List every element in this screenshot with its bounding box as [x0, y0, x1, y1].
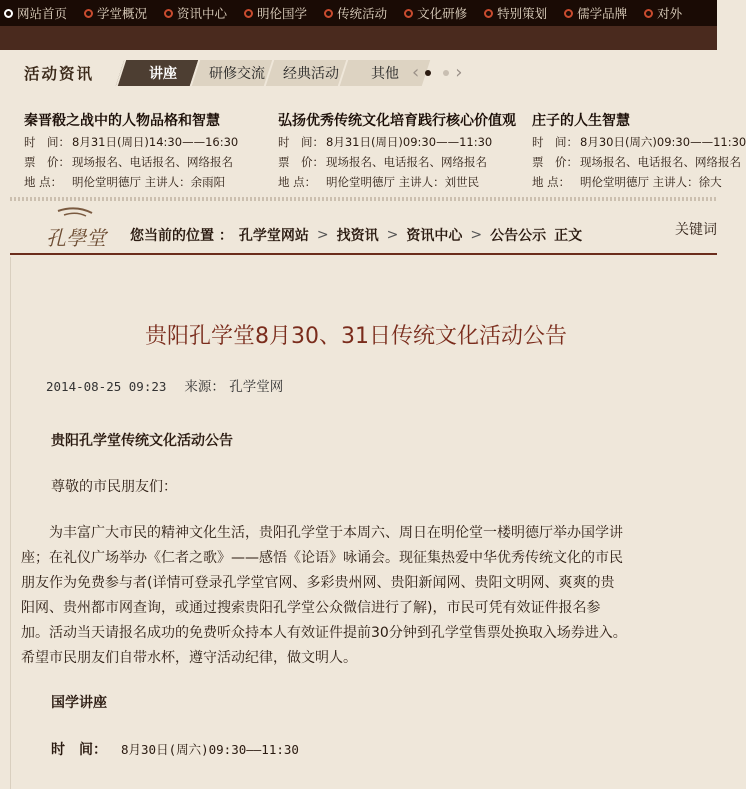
paragraph-line: 加。活动当天请报名成功的免费听众持本人有效证件提前30分钟到孔学堂售票处换取入场券进入。 [21, 625, 627, 641]
nav-item-label: 文化研修 [417, 6, 468, 21]
nav-item[interactable] [158, 4, 227, 22]
event-price: 现场报名、电话报名、网络报名 [580, 155, 741, 169]
tab-other[interactable]: 其他 [338, 60, 430, 86]
breadcrumb-link-news-center[interactable]: 资讯中心 [406, 228, 463, 244]
circle-bullet-icon [244, 9, 253, 18]
breadcrumb [130, 225, 582, 245]
event-time: 8月31日(周日)14:30——16:30 [72, 135, 239, 149]
event-title-link[interactable]: 庄子的人生智慧 [532, 113, 630, 129]
nav-item[interactable] [558, 4, 627, 22]
event-card [278, 110, 528, 192]
article-greeting: 尊敬的市民朋友们： [51, 479, 177, 495]
breadcrumb-prefix: 您当前的位置 ： [130, 228, 233, 244]
top-nav [0, 0, 717, 26]
circle-bullet-icon [484, 9, 493, 18]
carousel-dot[interactable] [443, 70, 449, 76]
chevron-right-icon: > [470, 227, 483, 243]
breadcrumb-link-home[interactable]: 孔学堂网站 [238, 228, 309, 244]
event-title-link[interactable]: 秦晋殽之战中的人物品格和智慧 [24, 113, 220, 129]
circle-bullet-icon [324, 9, 333, 18]
lecture-time-value: 8月30日(周六)09:30——11:30 [121, 742, 299, 757]
chevron-right-icon: > [386, 227, 399, 243]
activity-news-title: 活动资讯 [24, 65, 95, 83]
tab-lecture[interactable]: 讲座 [116, 60, 208, 86]
event-place: 明伦堂明德厅 主讲人：余雨阳 [72, 175, 226, 189]
paragraph-line: 为丰富广大市民的精神文化生活，贵阳孔学堂于本周六、周日在明伦堂一楼明德厅举办国学讲 [49, 525, 623, 541]
chevron-right-icon: > [316, 227, 329, 243]
event-place-label: 地 点： [24, 175, 63, 189]
carousel-nav [412, 64, 462, 82]
nav-item-label: 对外 [657, 6, 683, 21]
nav-item-label: 学堂概况 [97, 6, 148, 21]
breadcrumb-link-notices[interactable]: 公告公示 [490, 228, 547, 244]
lecture-time-row [51, 737, 687, 763]
circle-bullet-icon [84, 9, 93, 18]
event-time-label: 时 间： [278, 135, 324, 149]
section-heading: 国学讲座 [51, 695, 107, 711]
article-date: 2014-08-25 09:23 [46, 379, 167, 394]
event-time-label: 时 间： [24, 135, 70, 149]
event-place-label: 地 点： [532, 175, 571, 189]
nav-item-label: 传统活动 [337, 6, 388, 21]
nav-item[interactable] [318, 4, 387, 22]
nav-item[interactable] [478, 4, 547, 22]
event-price-label: 票 价： [532, 155, 578, 169]
breadcrumb-link-find-news[interactable]: 找资讯 [336, 228, 379, 244]
event-card [24, 110, 274, 192]
event-card [532, 110, 746, 192]
nav-item[interactable] [238, 4, 307, 22]
circle-bullet-icon [404, 9, 413, 18]
carousel-dot-active[interactable] [425, 70, 431, 76]
circle-bullet-icon [164, 9, 173, 18]
breadcrumb-current: 正文 [554, 228, 583, 244]
paragraph-line: 座；在礼仪广场举办《仁者之歌》——感悟《论语》咏诵会。现征集热爱中华优秀传统文化的市民 [21, 550, 623, 566]
article-title: 贵阳孔学堂8月30、31日传统文化活动公告 [145, 324, 567, 349]
event-title-link[interactable]: 弘扬优秀传统文化培育践行核心价值观 [278, 113, 516, 129]
nav-item-label: 明伦国学 [257, 6, 308, 21]
event-time: 8月30日(周六)09:30——11:30 [580, 135, 746, 149]
event-place: 明伦堂明德厅 主讲人：徐大 [580, 175, 722, 189]
event-price: 现场报名、电话报名、网络报名 [72, 155, 233, 169]
article-meta [46, 375, 283, 395]
article-source: 来源： 孔学堂网 [184, 379, 284, 395]
article-heading: 贵阳孔学堂传统文化活动公告 [51, 433, 233, 449]
event-place-label: 地 点： [278, 175, 317, 189]
news-tabs [120, 60, 416, 86]
circle-bullet-icon [564, 9, 573, 18]
article [10, 257, 717, 789]
article-paragraph [21, 521, 691, 671]
circle-bullet-icon [644, 9, 653, 18]
nav-item[interactable] [638, 4, 682, 22]
logo-text: 孔學堂 [46, 226, 106, 250]
breadcrumb-bar [10, 201, 717, 255]
event-price: 现场报名、电话报名、网络报名 [326, 155, 487, 169]
event-price-label: 票 价： [278, 155, 324, 169]
nav-item-label: 网站首页 [17, 6, 68, 21]
site-logo[interactable] [36, 207, 114, 253]
top-subbar [0, 26, 717, 50]
chevron-right-icon[interactable]: › [455, 62, 463, 83]
keyword-label: 关键词 [675, 222, 717, 238]
circle-bullet-icon [4, 9, 13, 18]
chevron-left-icon[interactable]: ‹ [412, 62, 420, 83]
event-time: 8月31日(周日)09:30——11:30 [326, 135, 493, 149]
event-time-label: 时 间： [532, 135, 578, 149]
nav-item[interactable] [78, 4, 147, 22]
activity-news-panel [0, 50, 746, 197]
paragraph-line: 阳网、贵州都市网查询，或通过搜索贵阳孔学堂公众微信进行了解)，市民可凭有效证件报名参 [21, 600, 601, 616]
nav-item[interactable] [398, 4, 467, 22]
event-place: 明伦堂明德厅 主讲人：刘世民 [326, 175, 480, 189]
nav-item-label: 资讯中心 [177, 6, 228, 21]
event-price-label: 票 价： [24, 155, 70, 169]
paragraph-line: 朋友作为免费参与者(详情可登录孔学堂官网、多彩贵州网、贵阳新闻网、贵阳文明网、爽爽的贵 [21, 575, 615, 591]
tab-classic-events[interactable]: 经典活动 [264, 60, 356, 86]
lecture-time-label: 时 间： [51, 742, 107, 758]
nav-item-label: 儒学品牌 [577, 6, 628, 21]
nav-item-label: 特别策划 [497, 6, 548, 21]
paragraph-line: 希望市民朋友们自带水杯，遵守活动纪律，做文明人。 [21, 650, 357, 666]
tab-study-exchange[interactable]: 研修交流 [190, 60, 282, 86]
nav-item[interactable] [0, 4, 67, 22]
